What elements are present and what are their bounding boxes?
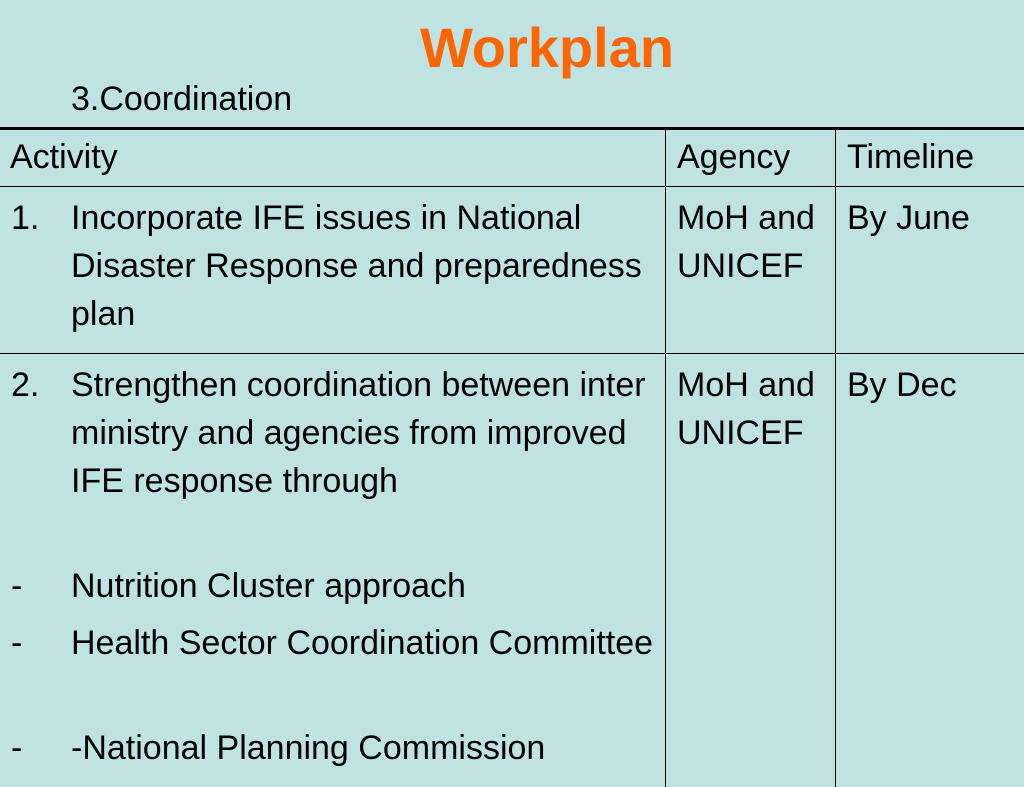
- list-item-text: Nutrition Cluster approach: [71, 567, 466, 605]
- header-activity: Activity: [10, 138, 118, 176]
- list-item-bullet: -: [11, 624, 23, 662]
- header-agency: Agency: [677, 138, 791, 176]
- slide-title: Workplan: [419, 16, 675, 79]
- row-1-timeline: By June: [847, 199, 970, 237]
- header-timeline: Timeline: [847, 138, 975, 176]
- row-1-divider: [0, 353, 1024, 354]
- row-2-agency: MoH and UNICEF: [677, 366, 815, 452]
- section-subtitle: 3.Coordination: [71, 80, 293, 118]
- workplan-table: [0, 127, 1024, 787]
- list-item-text: Health Sector Coordination Committee: [71, 624, 654, 662]
- list-item-text: Incorporate IFE issues in National Disaster Response and preparedness plan: [71, 199, 642, 333]
- list-item-number: 1.: [11, 199, 40, 237]
- list-item-number: 2.: [11, 366, 40, 404]
- table-top-border: [0, 127, 1024, 130]
- agency-column-divider: [665, 127, 666, 787]
- list-item-text: Strengthen coordination between inter ministry and agencies from improved IFE response through: [71, 366, 646, 500]
- row-1-agency: MoH and UNICEF: [677, 199, 815, 285]
- header-row-divider: [0, 186, 1024, 187]
- timeline-column-divider: [835, 127, 836, 787]
- list-item-text: -National Planning Commission: [71, 729, 546, 767]
- list-item-bullet: -: [11, 729, 23, 767]
- list-item-bullet: -: [11, 567, 23, 605]
- row-2-timeline: By Dec: [847, 366, 957, 404]
